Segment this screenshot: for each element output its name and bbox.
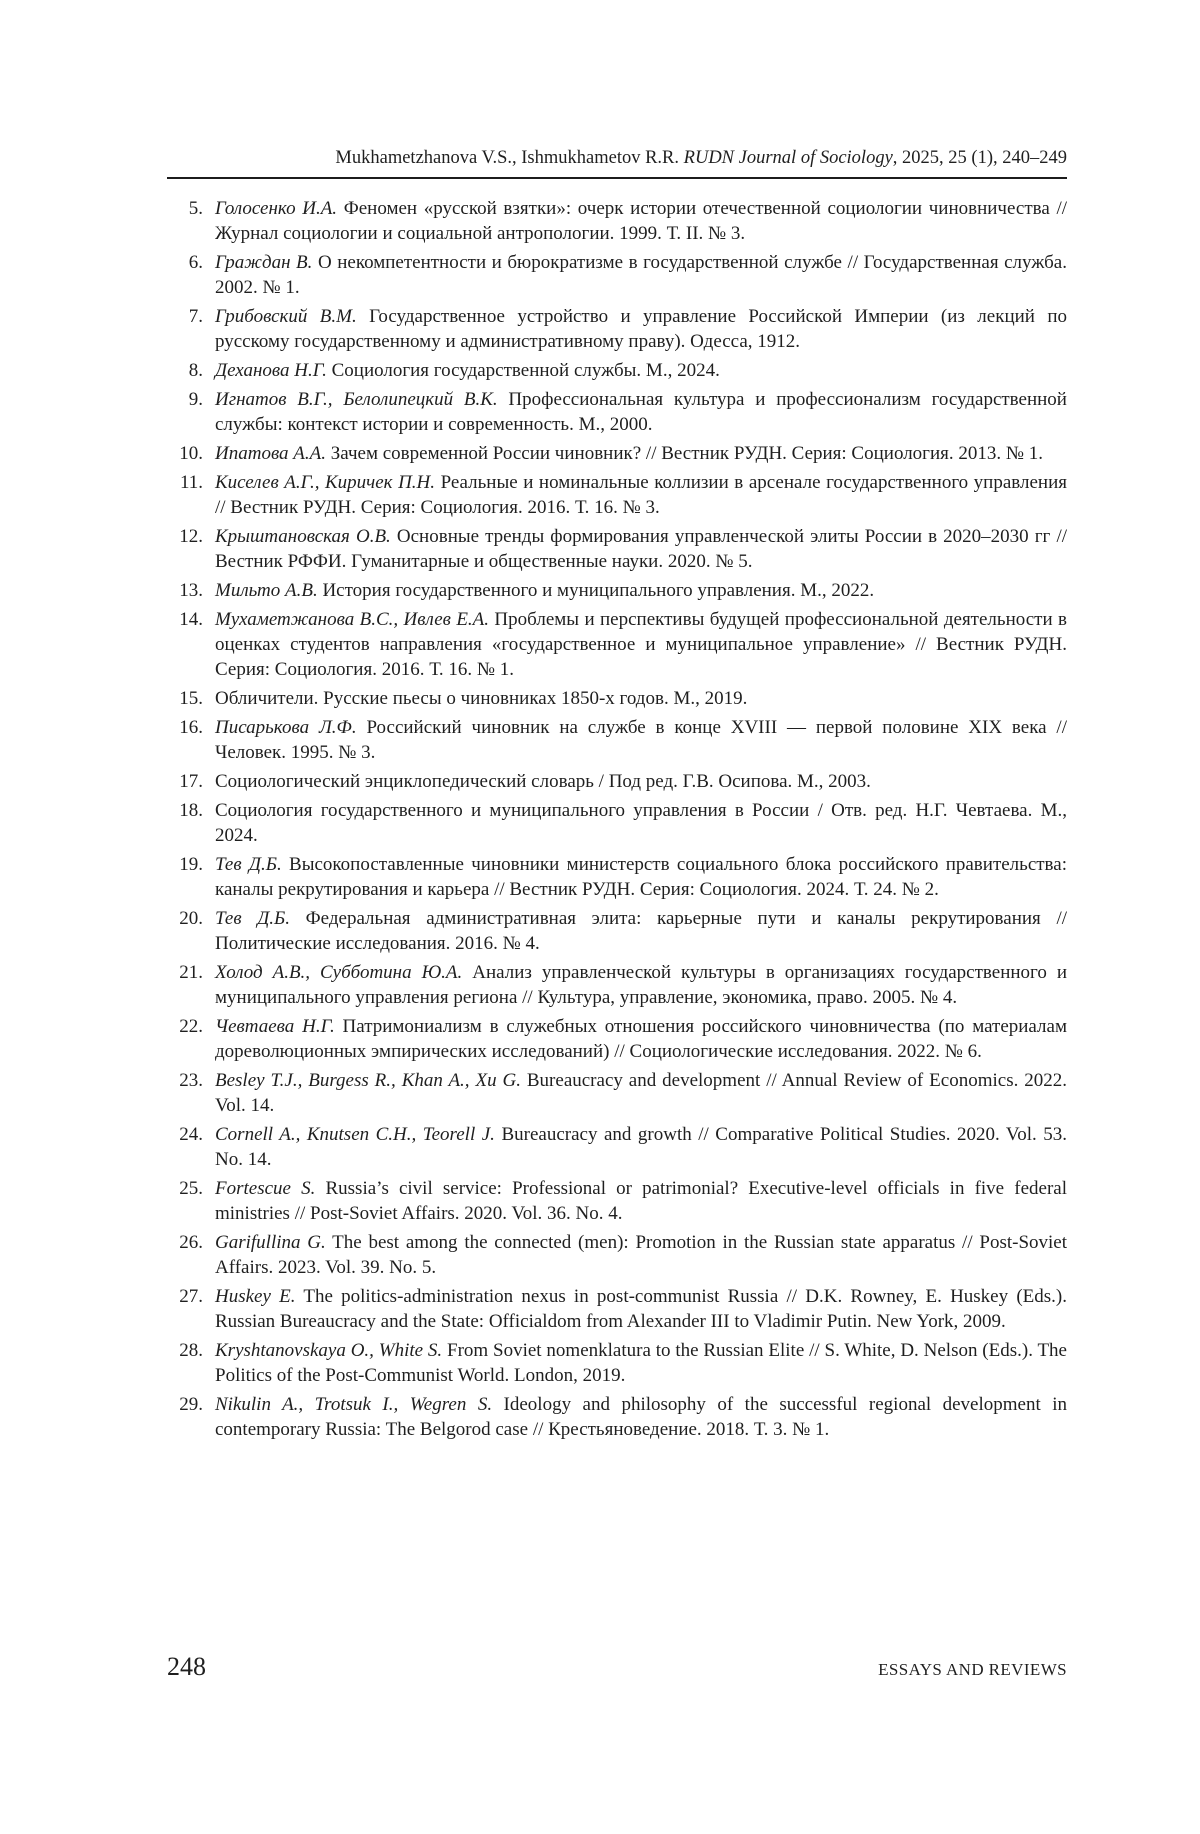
reference-number: 19. — [179, 854, 203, 875]
reference-item — [167, 798, 1067, 848]
reference-authors: Cornell A., Knutsen C.H., Teorell J. — [215, 1124, 495, 1145]
reference-number: 11. — [179, 472, 203, 493]
reference-authors: Деханова Н.Г. — [215, 360, 327, 381]
reference-authors: Ипатова А.А. — [215, 443, 327, 464]
reference-item — [167, 1284, 1067, 1334]
reference-authors: Грибовский В.М. — [215, 306, 357, 327]
reference-number: 25. — [179, 1178, 203, 1199]
running-header — [167, 147, 1067, 179]
reference-text: Обличители. Русские пьесы о чиновниках 1850-х годов. М., 2019. — [215, 688, 748, 709]
reference-authors: Мильто А.В. — [215, 580, 318, 601]
reference-number: 5. — [188, 198, 203, 219]
reference-text: Основные тренды формирования управленческой элиты России в 2020–2030 гг // Вестник РФФИ. Гуманитарные и общественные науки. 2020. № 5. — [215, 526, 1067, 572]
reference-text: Реальные и номинальные коллизии в арсенале государственного управления // Вестник РУДН. Серия: Социология. 2016. Т. 16. № 3. — [215, 472, 1067, 518]
reference-number: 20. — [179, 908, 203, 929]
reference-item — [167, 715, 1067, 765]
reference-item — [167, 906, 1067, 956]
reference-number: 12. — [179, 526, 203, 547]
reference-item — [167, 470, 1067, 520]
reference-text: Феномен «русской взятки»: очерк истории отечественной социологии чиновничества // Журнал социологии и социальной антропологии. 1999. Т. II. № 3. — [215, 198, 1067, 244]
reference-authors: Garifullina G. — [215, 1232, 326, 1253]
reference-number: 8. — [188, 360, 203, 381]
reference-item — [167, 524, 1067, 574]
reference-text: О некомпетентности и бюрократизме в государственной службе // Государственная служба. 2002. № 1. — [215, 252, 1067, 298]
reference-text: Социология государственного и муниципального управления в России / Отв. ред. Н.Г. Чевтаева. М., 2024. — [215, 800, 1067, 846]
reference-text: The politics-administration nexus in post-communist Russia // D.K. Rowney, E. Huskey (Eds.). Russian Bureaucracy and the State: Officialdom from Alexander III to Vladimir Putin. New York, 2009. — [215, 1286, 1067, 1332]
reference-authors: Huskey E. — [215, 1286, 296, 1307]
reference-item — [167, 960, 1067, 1010]
page-footer — [167, 1652, 1067, 1682]
reference-text: Зачем современной России чиновник? // Вестник РУДН. Серия: Социология. 2013. № 1. — [326, 443, 1044, 464]
reference-item — [167, 441, 1067, 466]
reference-number: 21. — [179, 962, 203, 983]
running-header-authors: Mukhametzhanova V.S., Ishmukhametov R.R. — [335, 148, 684, 168]
reference-number: 7. — [188, 306, 203, 327]
reference-authors: Fortescue S. — [215, 1178, 316, 1199]
reference-item — [167, 1014, 1067, 1064]
reference-number: 10. — [179, 443, 203, 464]
reference-item — [167, 769, 1067, 794]
reference-authors: Тев Д.Б. — [215, 908, 291, 929]
reference-text: The best among the connected (men): Promotion in the Russian state apparatus // Post-Soviet Affairs. 2023. Vol. 39. No. 5. — [215, 1232, 1068, 1278]
reference-item — [167, 1176, 1067, 1226]
reference-item — [167, 358, 1067, 383]
reference-item — [167, 1068, 1067, 1118]
reference-text: Социологический энциклопедический словарь / Под ред. Г.В. Осипова. М., 2003. — [215, 771, 871, 792]
reference-number: 22. — [179, 1016, 203, 1037]
section-title: ESSAYS AND REVIEWS — [878, 1660, 1067, 1679]
reference-text: Государственное устройство и управление Российской Империи (из лекций по русскому государственному и административному праву). Одесса, 1912. — [215, 306, 1067, 352]
reference-text: Высокопоставленные чиновники министерств социального блока российского правительства: каналы рекрутирования и карьера // Вестник РУДН. Серия: Социология. 2024. Т. 24. № 2. — [215, 854, 1067, 900]
reference-number: 16. — [179, 717, 203, 738]
reference-authors: Крыштановская О.В. — [215, 526, 391, 547]
reference-authors: Холод А.В., Субботина Ю.А. — [215, 962, 463, 983]
reference-text: Bureaucracy and development // Annual Review of Economics. 2022. Vol. 14. — [215, 1070, 1067, 1116]
reference-number: 23. — [179, 1070, 203, 1091]
reference-item — [167, 250, 1067, 300]
reference-text: Федеральная административная элита: карьерные пути и каналы рекрутирования // Политические исследования. 2016. № 4. — [215, 908, 1067, 954]
reference-text: Проблемы и перспективы будущей профессиональной деятельности в оценках студентов направления «государственное и муниципальное управление» // Вестник РУДН. Серия: Социология. 2016. Т. 16. № 1. — [215, 609, 1067, 680]
page-number: 248 — [167, 1652, 206, 1681]
reference-authors: Киселев А.Г., Киричек П.Н. — [215, 472, 436, 493]
reference-authors: Игнатов В.Г., Белолипецкий В.К. — [215, 389, 498, 410]
reference-text: From Soviet nomenklatura to the Russian Elite // S. White, D. Nelson (Eds.). The Politics of the Post-Communist World. London, 2019. — [215, 1340, 1067, 1386]
reference-item — [167, 686, 1067, 711]
reference-number: 9. — [188, 389, 203, 410]
reference-item — [167, 196, 1067, 246]
reference-text: Bureaucracy and growth // Comparative Political Studies. 2020. Vol. 53. No. 14. — [215, 1124, 1067, 1170]
reference-text: История государственного и муниципального управления. М., 2022. — [317, 580, 875, 601]
reference-number: 27. — [179, 1286, 203, 1307]
references-list — [167, 196, 1067, 1442]
running-header-issue-info: , 2025, 25 (1), 240–249 — [892, 148, 1067, 168]
reference-number: 13. — [179, 580, 203, 601]
reference-authors: Граждан В. — [215, 252, 313, 273]
reference-text: Russia’s civil service: Professional or patrimonial? Executive-level officials in five federal ministries // Post-Soviet Affairs. 2020. Vol. 36. No. 4. — [215, 1178, 1067, 1224]
reference-item — [167, 387, 1067, 437]
reference-number: 15. — [179, 688, 203, 709]
reference-authors: Тев Д.Б. — [215, 854, 282, 875]
reference-number: 28. — [179, 1340, 203, 1361]
reference-item — [167, 852, 1067, 902]
running-header-journal-title: RUDN Journal of Sociology — [683, 148, 893, 168]
reference-number: 17. — [179, 771, 203, 792]
reference-authors: Чевтаева Н.Г. — [215, 1016, 335, 1037]
reference-text: Анализ управленческой культуры в организациях государственного и муниципального управления региона // Культура, управление, экономика, право. 2005. № 4. — [215, 962, 1067, 1008]
reference-item — [167, 607, 1067, 682]
reference-authors: Писарькова Л.Ф. — [215, 717, 357, 738]
reference-number: 18. — [179, 800, 203, 821]
reference-text: Ideology and philosophy of the successful regional development in contemporary Russia: The Belgorod case // Крестьяноведение. 2018. Т. 3. № 1. — [215, 1394, 1068, 1440]
reference-item — [167, 1338, 1067, 1388]
reference-number: 26. — [179, 1232, 203, 1253]
reference-number: 24. — [179, 1124, 203, 1145]
reference-item — [167, 578, 1067, 603]
reference-authors: Kryshtanovskaya O., White S. — [215, 1340, 443, 1361]
reference-item — [167, 1230, 1067, 1280]
reference-authors: Голосенко И.А. — [215, 198, 338, 219]
page-content — [167, 147, 1067, 1446]
reference-number: 29. — [179, 1394, 203, 1415]
reference-text: Российский чиновник на службе в конце XVIII — первой половине XIX века // Человек. 1995. № 3. — [215, 717, 1067, 763]
reference-item — [167, 304, 1067, 354]
reference-item — [167, 1392, 1067, 1442]
reference-number: 6. — [188, 252, 203, 273]
reference-text: Патримониализм в служебных отношения российского чиновничества (по материалам дореволюционных эмпирических исследований) // Социологические исследования. 2022. № 6. — [215, 1016, 1067, 1062]
reference-text: Социология государственной службы. М., 2024. — [326, 360, 720, 381]
reference-authors: Мухаметжанова В.С., Ивлев Е.А. — [215, 609, 490, 630]
reference-text: Профессиональная культура и профессионализм государственной службы: контекст истории и современность. М., 2000. — [215, 389, 1067, 435]
reference-authors: Besley T.J., Burgess R., Khan A., Xu G. — [215, 1070, 521, 1091]
reference-item — [167, 1122, 1067, 1172]
reference-number: 14. — [179, 609, 203, 630]
reference-authors: Nikulin A., Trotsuk I., Wegren S. — [215, 1394, 493, 1415]
